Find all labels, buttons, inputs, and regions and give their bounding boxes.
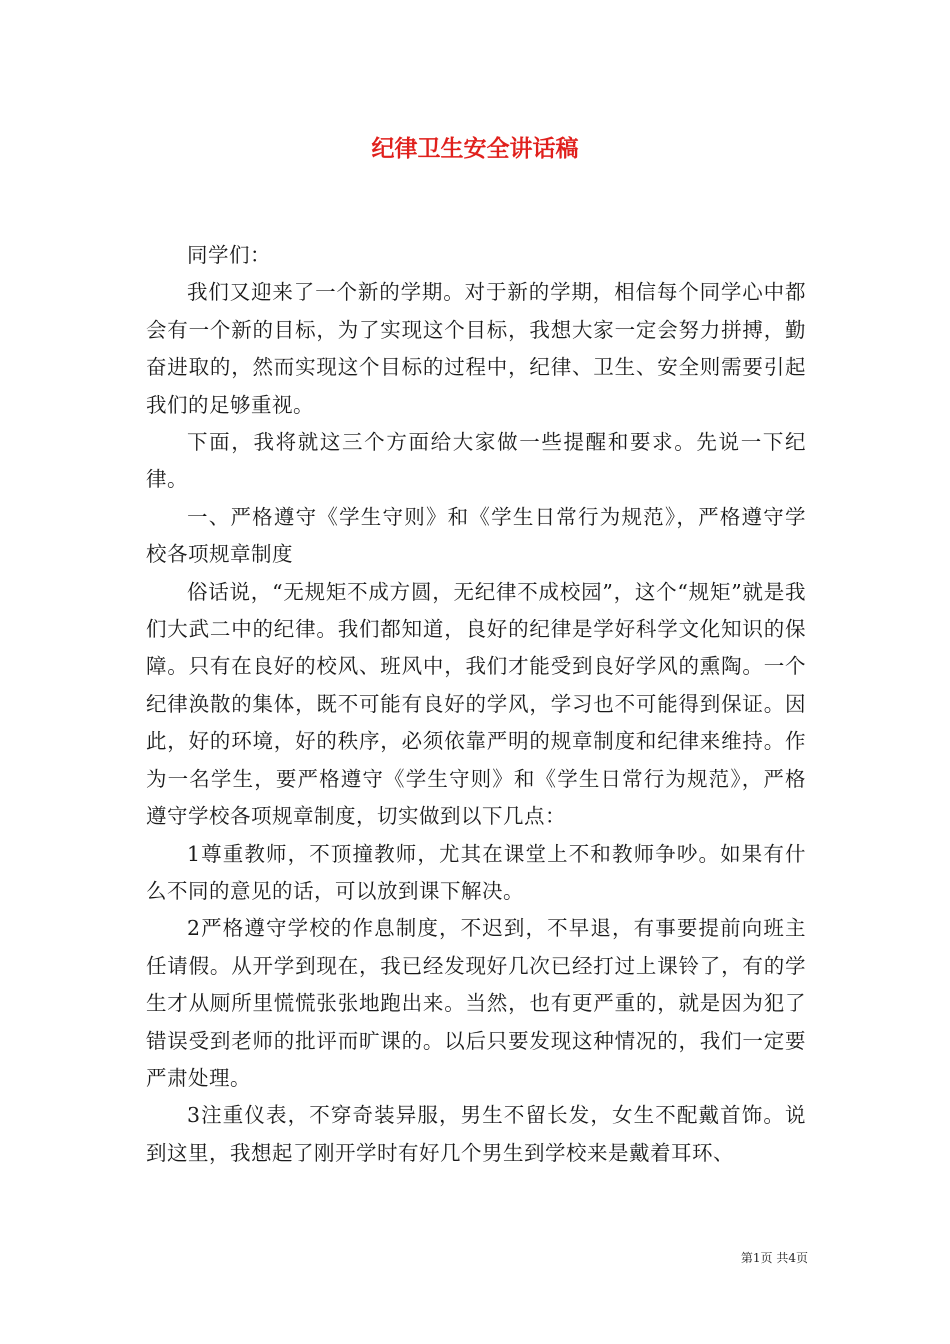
greeting: 同学们： [187, 243, 271, 267]
list-item-2: 2严格遵守学校的作息制度，不迟到，不早退，有事要提前向班主任请假。从开学到现在，我已经发现好几次已经打过上课铃了，有的学生才从厕所里慌慌张张地跑出来。当然，也有更严重的，就是因为犯了错误受到老师的批评而旷课的。以后只要发现这种情况的，我们一定要严肃处理。 [146, 916, 806, 1090]
paragraph-intro: 我们又迎来了一个新的学期。对于新的学期，相信每个同学心中都会有一个新的目标，为了实现这个目标，我想大家一定会努力拼搏，勤奋进取的，然而实现这个目标的过程中，纪律、卫生、安全则需要引起我们的足够重视。 [146, 280, 806, 417]
page-title: 纪律卫生安全讲话稿 [371, 136, 579, 162]
paragraph-overview: 下面，我将就这三个方面给大家做一些提醒和要求。先说一下纪律。 [146, 430, 806, 492]
list-item-3: 3注重仪表，不穿奇装异服，男生不留长发，女生不配戴首饰。说到这里，我想起了刚开学时有好几个男生到学校来是戴着耳环、 [146, 1103, 806, 1165]
document-body [146, 237, 806, 1172]
page-number-footer: 第1页 共4页 [740, 1251, 808, 1265]
paragraph-discipline: 俗话说，“无规矩不成方圆，无纪律不成校园”，这个“规矩”就是我们大武二中的纪律。我们都知道，良好的纪律是学好科学文化知识的保障。只有在良好的校风、班风中，我们才能受到良好学风的熏陶。一个纪律涣散的集体，既不可能有良好的学风，学习也不可能得到保证。因此，好的环境，好的秩序，必须依靠严明的规章制度和纪律来维持。作为一名学生，要严格遵守《学生守则》和《学生日常行为规范》，严格遵守学校各项规章制度，切实做到以下几点： [146, 579, 806, 829]
list-item-1: 1尊重教师，不顶撞教师，尤其在课堂上不和教师争吵。如果有什么不同的意见的话，可以放到课下解决。 [146, 841, 806, 903]
section-heading-one: 一、严格遵守《学生守则》和《学生日常行为规范》，严格遵守学校各项规章制度 [146, 504, 806, 567]
